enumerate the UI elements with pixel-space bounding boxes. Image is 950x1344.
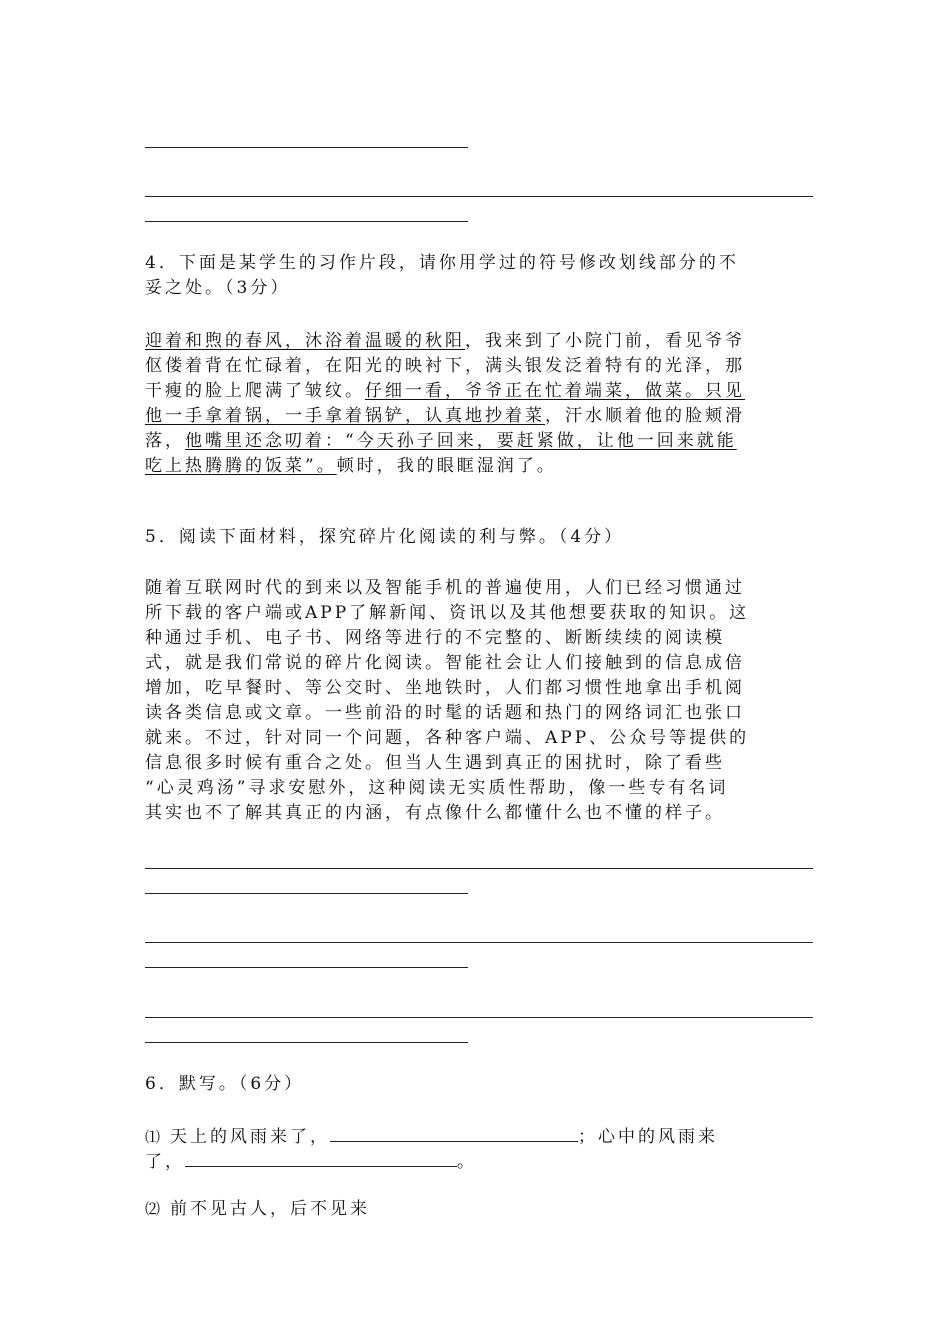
answer-line[interactable] — [145, 196, 813, 197]
question-5-title: 5．阅读下面材料，探究碎片化阅读的利与弊。（4分） — [145, 527, 625, 547]
question-title-cont: 妥之处。（3分） — [145, 278, 291, 298]
answer-line[interactable] — [145, 1042, 468, 1043]
passage-text: 顿时，我的眼眶湿润了。 — [336, 456, 557, 476]
question-4-passage — [145, 329, 810, 479]
question-5-passage — [145, 576, 810, 826]
prompt-text: ；心中的风雨来 — [578, 1127, 719, 1147]
prompt-text: 了， — [145, 1152, 185, 1172]
passage-text: 落， — [145, 431, 185, 451]
passage-line: 信息很多时候有重合之处。但当人生遇到真正的困扰时，除了看些 — [145, 753, 725, 773]
passage-line: 增加，吃早餐时、等公交时、坐地铁时，人们都习惯性地拿出手机阅 — [145, 678, 745, 698]
answer-line[interactable] — [145, 893, 468, 894]
passage-line: 其实也不了解其真正的内涵，有点像什么都懂什么也不懂的样子。 — [145, 803, 725, 823]
passage-text: ，我来到了小院门前，看见爷爷 — [465, 331, 745, 351]
prompt-text: 。 — [457, 1152, 477, 1172]
passage-line: 就来。不过，针对同一个问题，各种客户端、APP、公众号等提供的 — [145, 728, 750, 748]
question-6-item-1 — [145, 1123, 810, 1173]
answer-line[interactable] — [145, 942, 813, 943]
question-6-title: 6．默写。（6分） — [145, 1074, 305, 1094]
passage-text: 伛偻着背在忙碌着，在阳光的映衬下，满头银发泛着特有的光泽，那 — [145, 356, 745, 376]
item-number: ⑴ — [145, 1128, 161, 1146]
passage-line: 随着互联网时代的到来以及智能手机的普遍使用，人们已经习惯通过 — [145, 578, 745, 598]
passage-line: 所下载的客户端或APP了解新闻、资讯以及其他想要获取的知识。这 — [145, 603, 750, 623]
passage-text: ，汗水顺着他的脸颊滑 — [545, 406, 745, 426]
passage-line: “心灵鸡汤”寻求安慰外，这种阅读无实质性帮助，像一些专有名词 — [145, 778, 729, 798]
question-6-item-2 — [145, 1197, 810, 1222]
underlined-text: 他一手拿着锅，一手拿着锅铲，认真地抄着菜 — [145, 406, 545, 426]
underlined-text: 迎着和煦的春风，沐浴着温暖的秋阳 — [145, 331, 465, 351]
underlined-text: 吃上热腾腾的饭菜”。 — [145, 456, 337, 476]
passage-line: 读各类信息或文章。一些前沿的时髦的话题和热门的网络词汇也张口 — [145, 703, 745, 723]
answer-line[interactable] — [145, 1017, 813, 1018]
fill-blank[interactable] — [185, 1148, 457, 1167]
answer-line[interactable] — [145, 868, 813, 869]
prompt-text: 天上的风雨来了， — [170, 1127, 331, 1147]
underlined-text: 仔细一看，爷爷正在忙着端菜，做菜。只见 — [365, 381, 745, 401]
passage-line: 种通过手机、电子书、网络等进行的不完整的、断断续续的阅读模 — [145, 628, 725, 648]
prompt-text: 前不见古人，后不见来 — [170, 1199, 371, 1219]
passage-line: 式，就是我们常说的碎片化阅读。智能社会让人们接触到的信息成倍 — [145, 653, 745, 673]
answer-line[interactable] — [145, 967, 468, 968]
answer-line[interactable] — [145, 221, 468, 222]
underlined-text: 他嘴里还念叨着：“今天孙子回来，要赶紧做，让他一回来就能 — [185, 431, 737, 451]
item-number: ⑵ — [145, 1200, 161, 1218]
answer-line[interactable] — [145, 147, 468, 148]
passage-text: 干瘦的脸上爬满了皱纹。 — [145, 381, 365, 401]
question-4 — [145, 251, 810, 301]
question-title: 4．下面是某学生的习作片段，请你用学过的符号修改划线部分的不 — [145, 253, 739, 273]
fill-blank[interactable] — [330, 1123, 578, 1142]
